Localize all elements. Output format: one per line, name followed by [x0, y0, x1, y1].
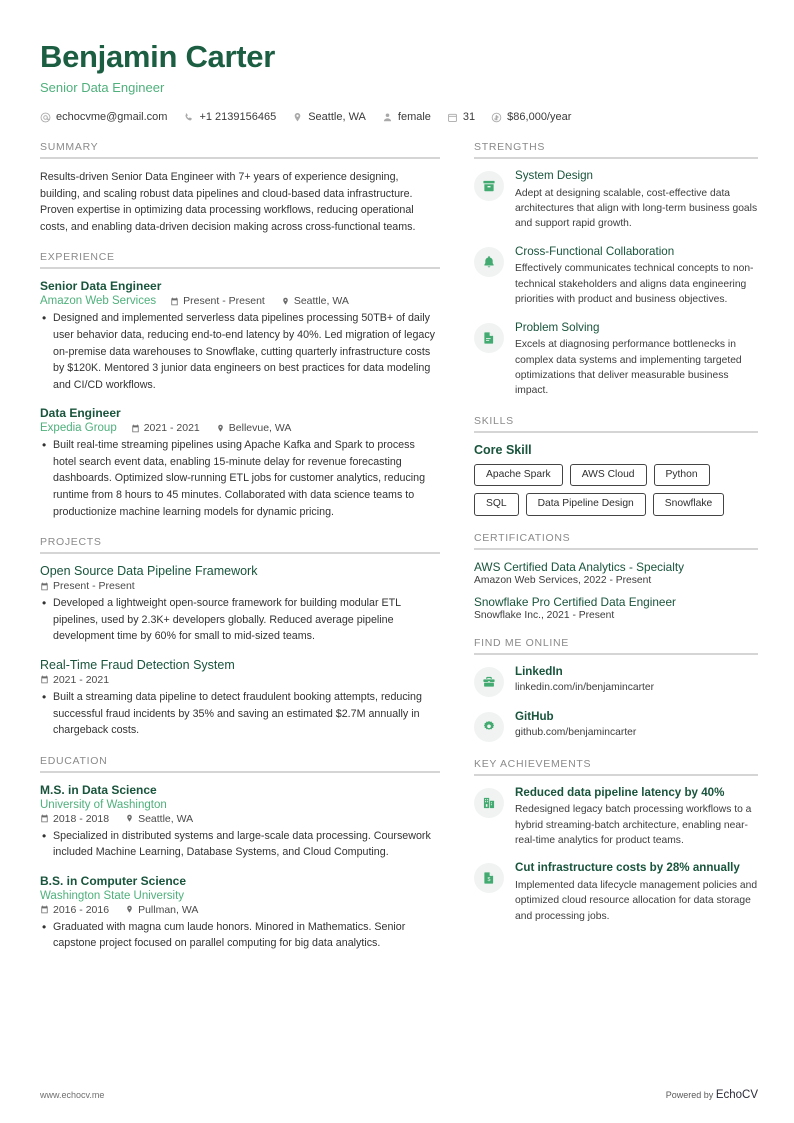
project-bullets: [40, 689, 440, 739]
location-icon: [281, 297, 290, 306]
project-name: Open Source Data Pipeline Framework: [40, 564, 258, 579]
experience-dates-value: Present - Present: [183, 295, 265, 308]
section-rule: [474, 431, 758, 433]
list-item: • Built a streaming data pipeline to detect fraudulent booking attempts, reducing successful fraud incidents by 35% and saving an estimated $2.7M annually in chargeback costs.: [53, 689, 440, 739]
achievement-description: Implemented data lifecycle management policies and optimized cloud resource allocation for data storage and processing jobs.: [515, 879, 758, 922]
experience-location: [216, 422, 292, 434]
strength-description: Effectively communicates technical concepts to non-technical stakeholders and aligns data engineering priorities with product and business objectives.: [515, 263, 754, 306]
bell-icon: [474, 247, 504, 277]
section-title-experience: EXPERIENCE: [40, 251, 115, 264]
strength-description: Excels at diagnosing performance bottlenecks in complex data systems and implementing targeted optimizations that deliver measurable business impact.: [515, 339, 742, 397]
achievement-item: [474, 861, 758, 924]
section-title-skills: SKILLS: [474, 414, 514, 427]
calendar-icon: [40, 814, 49, 823]
invoice-icon: [474, 863, 504, 893]
contact-age: [447, 111, 475, 123]
strength-title: Problem Solving: [515, 320, 600, 334]
skill-tags: [474, 464, 758, 516]
gear-icon: [474, 712, 504, 742]
footer-brand: [666, 1089, 758, 1101]
document-icon: [474, 323, 504, 353]
contact-email-value: echocvme@gmail.com: [56, 111, 168, 124]
resume-header: [40, 40, 758, 123]
education-item: [40, 783, 440, 861]
education-meta: [40, 904, 440, 916]
section-key-achievements: [474, 758, 758, 925]
online-profile-url[interactable]: linkedin.com/in/benjamincarter: [515, 682, 655, 694]
skill-group-title: Core Skill: [474, 442, 532, 457]
experience-bullets: [40, 310, 440, 393]
location-icon: [216, 424, 225, 433]
list-item: • Graduated with magna cum laude honors. Minored in Mathematics. Senior capstone project focused on parallel computing for big data analytics.: [53, 919, 440, 952]
project-item: [40, 658, 440, 739]
education-dates: [40, 904, 109, 916]
skill-tag: AWS Cloud: [570, 464, 647, 486]
calendar-icon: [40, 675, 49, 684]
experience-company: Amazon Web Services: [40, 295, 157, 308]
experience-item: [40, 279, 440, 393]
project-dates-value: Present - Present: [53, 580, 135, 593]
building-icon: [474, 788, 504, 818]
project-meta: [40, 674, 440, 686]
section-strengths: [474, 141, 758, 399]
salary-icon: [491, 112, 502, 123]
strength-item: [474, 245, 758, 308]
experience-location-value: Bellevue, WA: [228, 422, 292, 435]
education-dates-value: 2016 - 2016: [53, 903, 110, 916]
online-profile-label: GitHub: [515, 709, 554, 723]
experience-dates: [131, 422, 200, 434]
education-location-value: Pullman, WA: [138, 903, 199, 916]
education-degree: B.S. in Computer Science: [40, 873, 187, 888]
list-item: • Built real-time streaming pipelines using Apache Kafka and Spark to process hotel search event data, enabling 15-minute delay for revenue forecasting dashboards. Optimized slow-running ETL jobs for customer analytics, reducing runtime from 8 hours to 45 minutes. Collaborated with data science teams to productionize machine learning models for dynamic pricing.: [53, 437, 440, 520]
resume-body: [40, 141, 758, 968]
strength-description: Adept at designing scalable, cost-effective data architectures that align with long-term business goals and support rapid growth.: [515, 187, 758, 230]
section-education: [40, 755, 440, 952]
certification-item: [474, 560, 758, 586]
experience-company: Expedia Group: [40, 422, 117, 435]
education-dates-value: 2018 - 2018: [53, 812, 110, 825]
phone-icon: [183, 112, 194, 123]
education-bullets: [40, 919, 440, 952]
skill-tag: Data Pipeline Design: [526, 493, 646, 515]
project-dates: [40, 674, 109, 686]
section-rule: [474, 653, 758, 655]
experience-role: Senior Data Engineer: [40, 279, 162, 294]
achievement-title: Cut infrastructure costs by 28% annually: [515, 861, 740, 875]
contact-age-value: 31: [462, 111, 476, 124]
skill-tag: SQL: [474, 493, 519, 515]
calendar-icon: [447, 112, 458, 123]
contact-gender: [382, 111, 431, 123]
location-icon: [125, 814, 134, 823]
education-location: [125, 813, 193, 825]
online-profile-linkedin[interactable]: [474, 665, 758, 697]
section-certifications: [474, 532, 758, 621]
footer-brand-name: EchoCV: [715, 1089, 758, 1101]
project-dates-value: 2021 - 2021: [53, 673, 110, 686]
calendar-icon: [170, 297, 179, 306]
certification-name: AWS Certified Data Analytics - Specialty: [474, 559, 685, 574]
section-title-strengths: STRENGTHS: [474, 141, 546, 154]
section-rule: [40, 552, 440, 554]
calendar-icon: [40, 905, 49, 914]
section-experience: [40, 251, 440, 520]
skill-tag: Apache Spark: [474, 464, 563, 486]
strength-title: System Design: [515, 169, 593, 183]
location-icon: [292, 112, 303, 123]
email-icon: [40, 112, 51, 123]
skill-tag: Snowflake: [653, 493, 725, 515]
education-location-value: Seattle, WA: [138, 812, 194, 825]
experience-dates: [170, 295, 265, 307]
strength-item: [474, 321, 758, 399]
box-icon: [474, 171, 504, 201]
contact-email[interactable]: [40, 111, 167, 123]
contact-phone-value: +1 2139156465: [199, 111, 277, 124]
experience-location-value: Seattle, WA: [293, 295, 349, 308]
section-rule: [40, 157, 440, 159]
section-title-key-achievements: KEY ACHIEVEMENTS: [474, 757, 592, 770]
section-rule: [474, 548, 758, 550]
experience-role: Data Engineer: [40, 406, 121, 421]
education-degree: M.S. in Data Science: [40, 782, 157, 797]
education-school: Washington State University: [40, 889, 185, 902]
strength-title: Cross-Functional Collaboration: [515, 244, 675, 258]
footer-website[interactable]: www.echocv.me: [40, 1090, 105, 1100]
project-name: Real-Time Fraud Detection System: [40, 657, 235, 672]
project-item: [40, 564, 440, 645]
education-dates: [40, 813, 109, 825]
left-column: [40, 141, 440, 968]
certification-issuer: Amazon Web Services, 2022 - Present: [474, 574, 652, 586]
education-school: University of Washington: [40, 798, 167, 811]
footer-powered-by: Powered by: [665, 1090, 716, 1100]
achievement-title: Reduced data pipeline latency by 40%: [515, 785, 725, 799]
certification-name: Snowflake Pro Certified Data Engineer: [474, 594, 676, 609]
strength-item: [474, 169, 758, 232]
section-rule: [40, 771, 440, 773]
experience-item: [40, 406, 440, 520]
briefcase-icon: [474, 667, 504, 697]
achievement-description: Redesigned legacy batch processing workflows to a hybrid streaming-batch architecture, enabling near-real-time analytics for product teams.: [515, 804, 752, 846]
experience-meta: [40, 422, 440, 434]
contact-salary-value: $86,000/year: [507, 111, 572, 124]
section-projects: [40, 536, 440, 738]
certification-issuer: Snowflake Inc., 2021 - Present: [474, 609, 615, 621]
contact-phone[interactable]: [183, 111, 276, 123]
section-rule: [40, 267, 440, 269]
section-title-certifications: CERTIFICATIONS: [474, 531, 571, 544]
section-skills: [474, 415, 758, 516]
achievement-item: [474, 786, 758, 849]
section-title-education: EDUCATION: [40, 754, 108, 767]
section-title-projects: PROJECTS: [40, 536, 102, 549]
contact-salary: [491, 111, 571, 123]
experience-meta: [40, 295, 440, 307]
project-dates: [40, 580, 135, 592]
contact-row: [40, 111, 758, 123]
list-item: • Developed a lightweight open-source framework for building modular ETL pipelines, used by 2.3K+ developers globally. Reduced average pipeline development time by 60% for small to mid-sized teams.: [53, 595, 440, 645]
education-meta: [40, 813, 440, 825]
project-bullets: [40, 595, 440, 645]
summary-text: Results-driven Senior Data Engineer with 7+ years of experience designing, building, and scaling robust data pipelines and cloud-based data infrastructure. Proven expertise in optimizing data processing workflows, reducing operational costs, and enabling data-driven decision making across cross-functional teams.: [40, 171, 416, 233]
skill-tag: Python: [654, 464, 710, 486]
person-icon: [382, 112, 393, 123]
project-meta: [40, 580, 440, 592]
online-profile-url[interactable]: github.com/benjamincarter: [515, 727, 637, 739]
education-item: [40, 874, 440, 952]
online-profile-github[interactable]: [474, 710, 758, 742]
section-find-me-online: [474, 637, 758, 742]
section-summary: [40, 141, 440, 235]
experience-bullets: [40, 437, 440, 520]
candidate-headline: Senior Data Engineer: [40, 80, 165, 96]
section-title-summary: SUMMARY: [40, 141, 99, 154]
education-location: [125, 904, 198, 916]
calendar-icon: [131, 424, 140, 433]
calendar-icon: [40, 582, 49, 591]
section-rule: [474, 774, 758, 776]
section-rule: [474, 157, 758, 159]
location-icon: [125, 905, 134, 914]
page-footer: [40, 1089, 758, 1101]
right-column: [474, 141, 758, 940]
list-item: • Designed and implemented serverless data pipelines processing 50TB+ of daily user behavior data, reducing end-to-end latency by 40%. Led migration of legacy on-premise data warehouses to Snowflake, cutting quarterly infrastructure costs by $120K. Mentored 3 junior data engineers on best practices for data modeling and CI/CD workflows.: [53, 310, 440, 393]
list-item: • Specialized in distributed systems and large-scale data processing. Coursework included Machine Learning, Database Systems, and Cloud Computing.: [53, 828, 440, 861]
experience-location: [281, 295, 349, 307]
svg-text:$: $: [487, 877, 491, 884]
online-profile-label: LinkedIn: [515, 664, 563, 678]
candidate-name: Benjamin Carter: [40, 39, 275, 74]
contact-location-value: Seattle, WA: [308, 111, 366, 124]
contact-location: [292, 111, 366, 123]
certification-item: [474, 595, 758, 621]
contact-gender-value: female: [397, 111, 431, 124]
section-title-find-me-online: FIND ME ONLINE: [474, 636, 569, 649]
experience-dates-value: 2021 - 2021: [143, 422, 200, 435]
education-bullets: [40, 828, 440, 861]
